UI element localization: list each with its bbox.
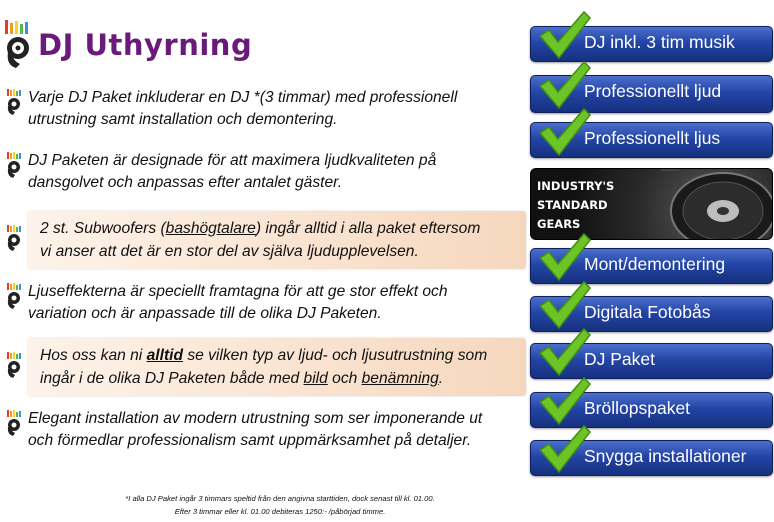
bullet-text: Elegant installation av modern utrustning som ser imponerande ut <box>28 410 483 427</box>
checkmark-icon <box>536 107 592 157</box>
turntable-icon <box>661 168 773 240</box>
checkmark-icon <box>536 60 592 110</box>
bullet-text-part: ) ingår alltid i alla paket eftersom <box>255 220 481 237</box>
feature-label: Professionellt ljud <box>584 81 722 101</box>
checkmark-icon <box>536 10 592 60</box>
checkmark-icon <box>536 232 592 282</box>
list-item <box>6 211 526 269</box>
benamning-link[interactable]: benämning <box>361 370 439 387</box>
bullet-text: utrustning samt installation och demontering. <box>28 111 338 128</box>
footnote-line: Efter 3 timmar eller kl. 01.00 debiteras 1250:- /påbörjad timme. <box>174 507 386 516</box>
list-item <box>6 408 482 452</box>
bullet-text-part: ingår i de olika DJ Paketen både med <box>40 370 304 387</box>
checkmark-icon <box>536 376 592 426</box>
bild-link[interactable]: bild <box>303 370 328 387</box>
banner-text: GEARS <box>537 217 581 231</box>
feature-label: Mont/demontering <box>584 254 726 274</box>
bullet-text: DJ Paketen är designade för att maximera ljudkvaliteten på <box>28 152 437 169</box>
footnote-line: *I alla DJ Paket ingår 3 timmars speltid från den angivna starttiden, dock senast till kl. 01.00. <box>125 494 435 503</box>
dj-logo-icon <box>6 410 22 436</box>
bullet-text: vi anser att det är en stor del av själva ljudupplevelsen. <box>40 243 419 260</box>
feature-label: Snygga installationer <box>584 446 747 466</box>
alltid-emphasis: alltid <box>146 347 183 364</box>
feature-label: DJ inkl. 3 tim musik <box>584 32 735 52</box>
checkmark-icon <box>536 327 592 377</box>
list-item <box>6 338 526 396</box>
bullet-text: Varje DJ Paket inkluderar en DJ *(3 timmar) med professionell <box>28 89 458 106</box>
dj-logo-icon <box>4 20 32 70</box>
bullet-text-part: och <box>327 370 362 387</box>
dj-logo-icon <box>6 352 22 378</box>
feature-label: Digitala Fotobås <box>584 302 711 322</box>
bullet-text: Ljuseffekterna är speciellt framtagna för att ge stor effekt och <box>28 283 448 300</box>
bullet-text <box>40 344 518 367</box>
page-title: DJ Uthyrning <box>38 28 253 62</box>
list-item <box>6 150 436 194</box>
banner-text: STANDARD <box>537 198 608 212</box>
feature-label: Bröllopspaket <box>584 398 691 418</box>
bullet-text: variation och är anpassade till de olika DJ Paketen. <box>28 305 382 322</box>
banner-text: INDUSTRY'S <box>537 179 615 193</box>
industry-gears-banner <box>530 168 773 240</box>
list-item <box>6 281 448 325</box>
bullet-text-part: . <box>438 370 444 387</box>
checkmark-icon <box>536 424 592 474</box>
dj-logo-icon <box>6 152 22 178</box>
bullet-text: och förmedlar professionalism samt uppmärksamhet på detaljer. <box>28 432 472 449</box>
bullet-text <box>40 367 518 390</box>
dj-logo-icon <box>6 283 22 309</box>
feature-label: DJ Paket <box>584 349 655 369</box>
checkmark-icon <box>536 280 592 330</box>
feature-label: Professionellt ljus <box>584 128 721 148</box>
bullet-text <box>40 217 518 240</box>
dj-logo-icon <box>6 225 22 251</box>
list-item <box>6 87 457 131</box>
footnote <box>0 492 560 518</box>
bullet-text: dansgolvet och anpassas efter antalet gäster. <box>28 174 343 191</box>
highlight-box <box>28 211 526 269</box>
bullet-text-part: se vilken typ av ljud- och ljusutrustning som <box>183 347 488 364</box>
bullet-text-part: 2 st. Subwoofers ( <box>40 220 166 237</box>
bashogtalare-link[interactable]: bashögtalare <box>165 220 256 237</box>
bullet-text-part: Hos oss kan ni <box>40 347 147 364</box>
highlight-box <box>28 338 526 396</box>
dj-logo-icon <box>6 89 22 115</box>
